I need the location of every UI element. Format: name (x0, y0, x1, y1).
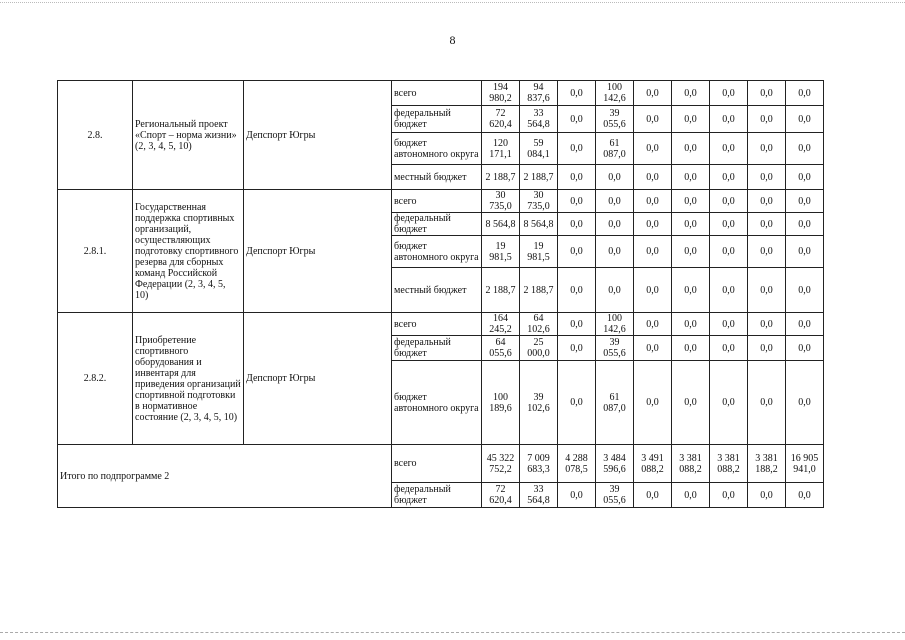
amount-cell: 19 981,5 (482, 236, 520, 268)
amount-cell: 0,0 (710, 483, 748, 508)
item-executor: Депспорт Югры (244, 81, 392, 190)
amount-cell: 0,0 (634, 81, 672, 106)
item-executor: Депспорт Югры (244, 313, 392, 445)
item-number: 2.8.1. (58, 190, 133, 313)
table-row (58, 81, 824, 106)
amount-cell: 30 735,0 (482, 190, 520, 213)
amount-cell: 0,0 (710, 165, 748, 190)
total-row (58, 445, 824, 483)
amount-cell: 0,0 (634, 165, 672, 190)
amount-cell: 39 055,6 (596, 336, 634, 361)
amount-cell: 0,0 (748, 165, 786, 190)
amount-cell: 0,0 (672, 81, 710, 106)
amount-cell: 120 171,1 (482, 133, 520, 165)
amount-cell: 0,0 (558, 133, 596, 165)
funding-source: всего (392, 445, 482, 483)
amount-cell: 45 322 752,2 (482, 445, 520, 483)
amount-cell: 0,0 (710, 361, 748, 445)
amount-cell: 7 009 683,3 (520, 445, 558, 483)
amount-cell: 4 288 078,5 (558, 445, 596, 483)
amount-cell: 0,0 (672, 165, 710, 190)
funding-source: местный бюджет (392, 165, 482, 190)
amount-cell: 0,0 (558, 213, 596, 236)
budget-table (57, 80, 824, 508)
amount-cell: 94 837,6 (520, 81, 558, 106)
amount-cell: 0,0 (748, 190, 786, 213)
amount-cell: 3 381 188,2 (748, 445, 786, 483)
amount-cell: 0,0 (558, 106, 596, 133)
item-executor: Депспорт Югры (244, 190, 392, 313)
amount-cell: 30 735,0 (520, 190, 558, 213)
amount-cell: 0,0 (710, 313, 748, 336)
amount-cell: 0,0 (786, 483, 824, 508)
amount-cell: 0,0 (786, 336, 824, 361)
amount-cell: 0,0 (710, 268, 748, 313)
amount-cell: 3 381 088,2 (710, 445, 748, 483)
amount-cell: 25 000,0 (520, 336, 558, 361)
amount-cell: 39 055,6 (596, 106, 634, 133)
amount-cell: 0,0 (558, 81, 596, 106)
amount-cell: 0,0 (710, 236, 748, 268)
amount-cell: 3 381 088,2 (672, 445, 710, 483)
amount-cell: 0,0 (748, 313, 786, 336)
amount-cell: 0,0 (786, 81, 824, 106)
amount-cell: 0,0 (786, 106, 824, 133)
amount-cell: 0,0 (596, 165, 634, 190)
amount-cell: 2 188,7 (482, 165, 520, 190)
amount-cell: 0,0 (596, 213, 634, 236)
funding-source: федеральный бюджет (392, 106, 482, 133)
amount-cell: 100 189,6 (482, 361, 520, 445)
amount-cell: 0,0 (786, 268, 824, 313)
table-row (58, 313, 824, 336)
amount-cell: 8 564,8 (520, 213, 558, 236)
amount-cell: 72 620,4 (482, 106, 520, 133)
amount-cell: 0,0 (748, 336, 786, 361)
amount-cell: 0,0 (558, 483, 596, 508)
amount-cell: 61 087,0 (596, 133, 634, 165)
amount-cell: 0,0 (710, 190, 748, 213)
amount-cell: 0,0 (672, 133, 710, 165)
amount-cell: 0,0 (786, 165, 824, 190)
amount-cell: 164 245,2 (482, 313, 520, 336)
amount-cell: 0,0 (710, 81, 748, 106)
table-row (58, 190, 824, 213)
amount-cell: 33 564,8 (520, 106, 558, 133)
amount-cell: 0,0 (786, 361, 824, 445)
amount-cell: 0,0 (748, 81, 786, 106)
amount-cell: 0,0 (634, 336, 672, 361)
amount-cell: 100 142,6 (596, 81, 634, 106)
amount-cell: 0,0 (558, 268, 596, 313)
amount-cell: 2 188,7 (520, 165, 558, 190)
amount-cell: 0,0 (748, 213, 786, 236)
amount-cell: 64 102,6 (520, 313, 558, 336)
funding-source: бюджет автономного округа (392, 236, 482, 268)
amount-cell: 0,0 (558, 236, 596, 268)
amount-cell: 0,0 (672, 483, 710, 508)
amount-cell: 0,0 (748, 106, 786, 133)
amount-cell: 59 084,1 (520, 133, 558, 165)
amount-cell: 0,0 (748, 361, 786, 445)
amount-cell: 0,0 (596, 236, 634, 268)
total-label: Итого по подпрограмме 2 (58, 445, 392, 508)
item-name: Приобретение спортивного оборудования и инвентаря для приведения организаций спортивной подготовки в нормативное состояние (2, 3, 4, 5, 10) (133, 313, 244, 445)
page-number: 8 (449, 33, 456, 47)
amount-cell: 61 087,0 (596, 361, 634, 445)
item-name: Региональный проект «Спорт – норма жизни» (2, 3, 4, 5, 10) (133, 81, 244, 190)
funding-source: бюджет автономного округа (392, 133, 482, 165)
amount-cell: 0,0 (634, 106, 672, 133)
amount-cell: 0,0 (672, 313, 710, 336)
amount-cell: 0,0 (558, 190, 596, 213)
amount-cell: 0,0 (558, 336, 596, 361)
amount-cell: 0,0 (634, 213, 672, 236)
amount-cell: 16 905 941,0 (786, 445, 824, 483)
amount-cell: 39 055,6 (596, 483, 634, 508)
amount-cell: 0,0 (634, 313, 672, 336)
funding-source: всего (392, 313, 482, 336)
amount-cell: 72 620,4 (482, 483, 520, 508)
amount-cell: 0,0 (634, 236, 672, 268)
funding-source: бюджет автономного округа (392, 361, 482, 445)
amount-cell: 0,0 (634, 268, 672, 313)
funding-source: всего (392, 190, 482, 213)
amount-cell: 0,0 (558, 313, 596, 336)
amount-cell: 100 142,6 (596, 313, 634, 336)
amount-cell: 0,0 (672, 190, 710, 213)
amount-cell: 8 564,8 (482, 213, 520, 236)
amount-cell: 0,0 (786, 190, 824, 213)
amount-cell: 0,0 (672, 268, 710, 313)
amount-cell: 0,0 (748, 236, 786, 268)
amount-cell: 0,0 (672, 236, 710, 268)
amount-cell: 0,0 (672, 361, 710, 445)
amount-cell: 64 055,6 (482, 336, 520, 361)
top-scan-rule (0, 2, 905, 3)
item-name: Государственная поддержка спортивных организаций, осуществляющих подготовку спортивного резерва для сборных команд Российской Федерации (2, 3, 4, 5, 10) (133, 190, 244, 313)
funding-source: местный бюджет (392, 268, 482, 313)
amount-cell: 0,0 (672, 213, 710, 236)
amount-cell: 39 102,6 (520, 361, 558, 445)
amount-cell: 0,0 (786, 133, 824, 165)
amount-cell: 3 484 596,6 (596, 445, 634, 483)
funding-source: федеральный бюджет (392, 336, 482, 361)
amount-cell: 0,0 (710, 336, 748, 361)
amount-cell: 0,0 (786, 213, 824, 236)
item-number: 2.8. (58, 81, 133, 190)
item-number: 2.8.2. (58, 313, 133, 445)
amount-cell: 0,0 (672, 336, 710, 361)
funding-source: федеральный бюджет (392, 213, 482, 236)
amount-cell: 0,0 (634, 361, 672, 445)
amount-cell: 0,0 (634, 190, 672, 213)
amount-cell: 0,0 (748, 268, 786, 313)
amount-cell: 0,0 (748, 133, 786, 165)
amount-cell: 0,0 (786, 313, 824, 336)
amount-cell: 0,0 (672, 106, 710, 133)
amount-cell: 194 980,2 (482, 81, 520, 106)
amount-cell: 19 981,5 (520, 236, 558, 268)
amount-cell: 3 491 088,2 (634, 445, 672, 483)
amount-cell: 0,0 (596, 268, 634, 313)
amount-cell: 2 188,7 (482, 268, 520, 313)
amount-cell: 0,0 (634, 133, 672, 165)
amount-cell: 0,0 (634, 483, 672, 508)
amount-cell: 0,0 (786, 236, 824, 268)
amount-cell: 0,0 (558, 361, 596, 445)
bottom-scan-rule (0, 632, 905, 633)
amount-cell: 0,0 (710, 213, 748, 236)
amount-cell: 0,0 (710, 106, 748, 133)
funding-source: всего (392, 81, 482, 106)
amount-cell: 0,0 (596, 190, 634, 213)
amount-cell: 0,0 (710, 133, 748, 165)
funding-source: федеральный бюджет (392, 483, 482, 508)
amount-cell: 0,0 (558, 165, 596, 190)
amount-cell: 33 564,8 (520, 483, 558, 508)
amount-cell: 2 188,7 (520, 268, 558, 313)
amount-cell: 0,0 (748, 483, 786, 508)
